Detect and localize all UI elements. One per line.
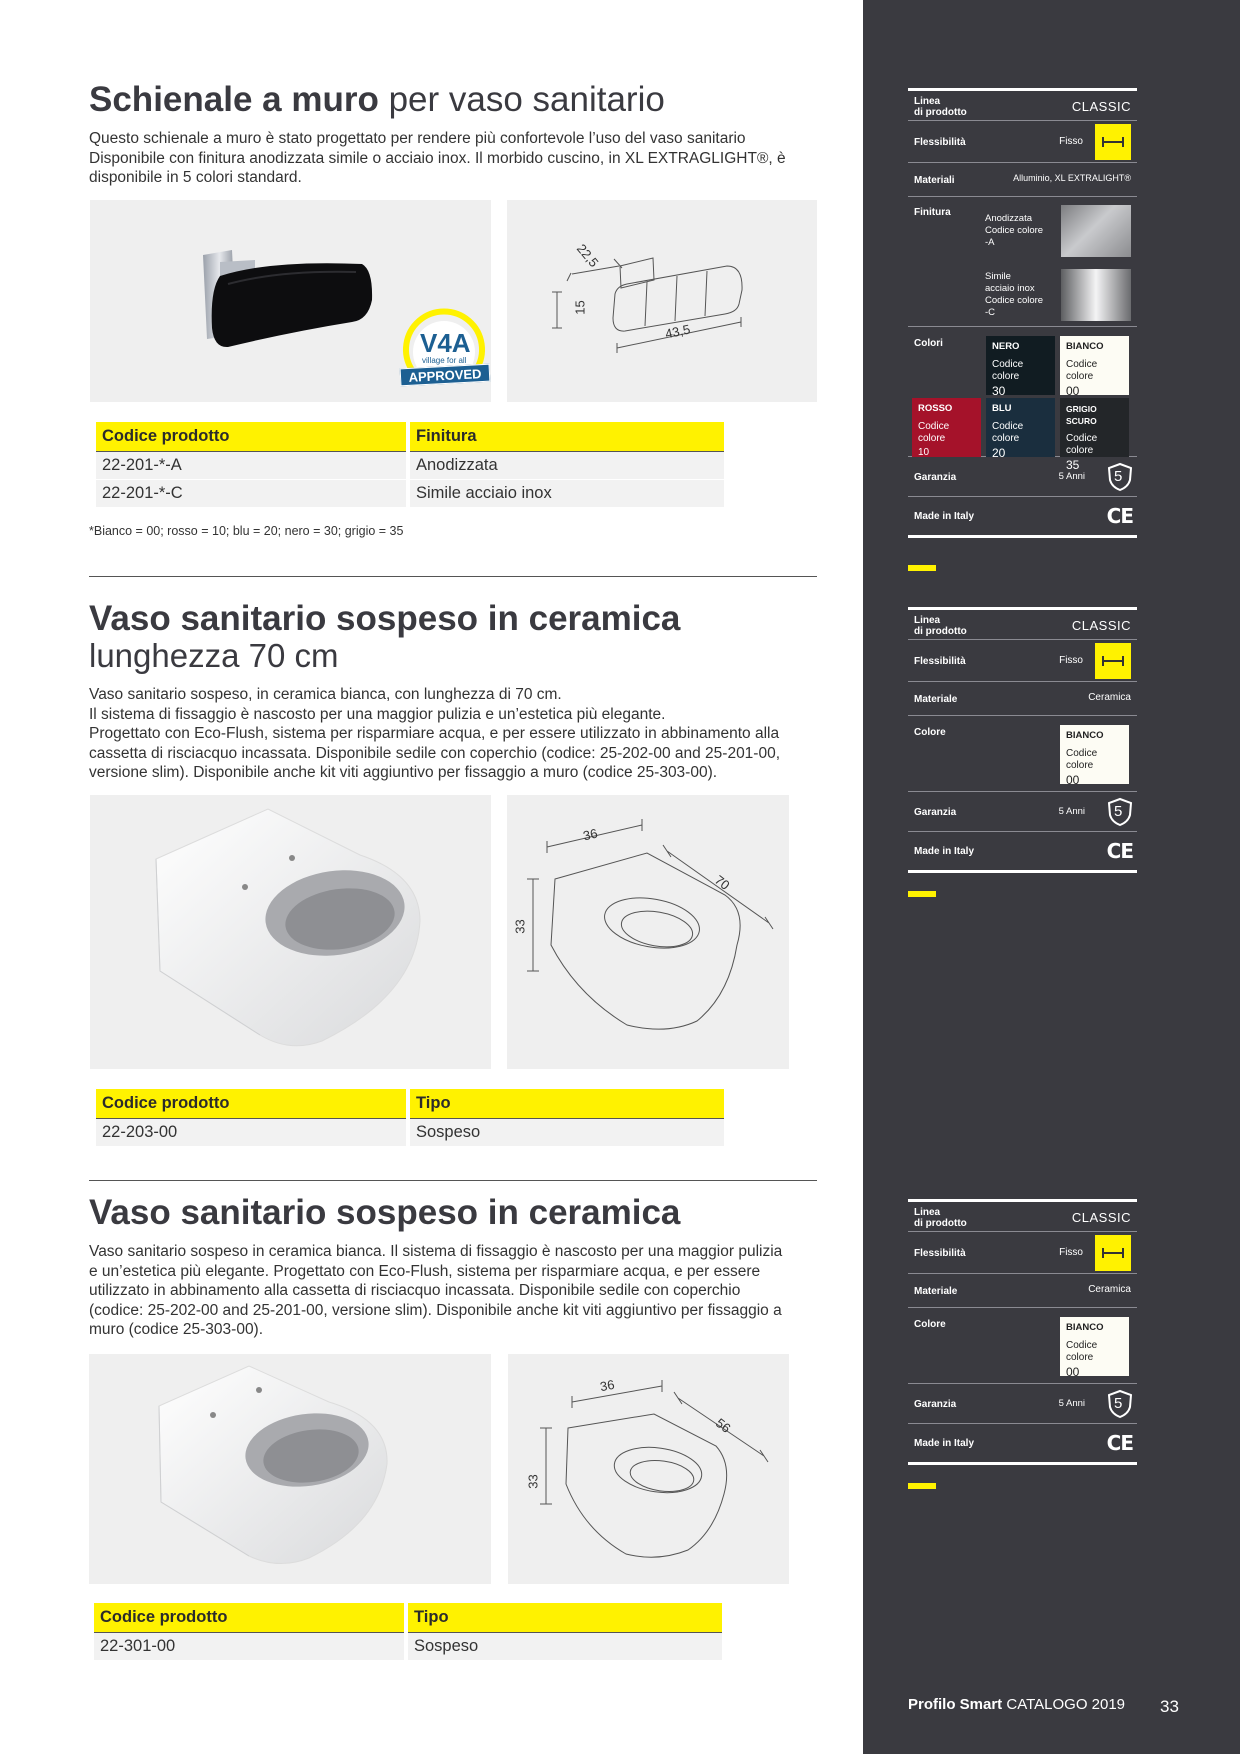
flex-label: Flessibilità xyxy=(914,137,966,148)
color-swatch-bianco: BIANCO Codice colore 00 xyxy=(1060,725,1129,784)
dim-height: 33 xyxy=(512,919,528,934)
flex-label: Flessibilità xyxy=(914,1248,966,1259)
section-divider xyxy=(89,576,817,577)
backrest-technical-drawing xyxy=(507,200,817,402)
table-row xyxy=(94,1633,722,1661)
spec-card-backrest xyxy=(908,88,1137,538)
cell-finish: Anodizzata xyxy=(410,452,724,480)
accent-mark xyxy=(908,1483,936,1489)
material-value: Alluminio, XL EXTRALIGHT® xyxy=(1013,173,1131,183)
material-label: Materiale xyxy=(914,694,958,705)
badge-tagline: village for all xyxy=(422,356,467,365)
col-header-code: Codice prodotto xyxy=(96,422,406,452)
backrest-drawing xyxy=(507,200,817,402)
backrest-photo xyxy=(90,200,491,402)
accent-mark xyxy=(908,565,936,571)
color-swatch-grigio-scuro: GRIGIO SCURO Codice colore 35 xyxy=(1060,398,1129,457)
ce-mark-icon: CE xyxy=(1106,839,1133,863)
color-label: Colore xyxy=(914,727,946,738)
footer-brand: Profilo Smart xyxy=(908,1696,1003,1713)
cell-code: 22-201-*-C xyxy=(96,480,406,508)
v4a-approved-badge xyxy=(398,308,488,398)
col-header-code: Codice prodotto xyxy=(96,1089,406,1119)
linea-value: CLASSIC xyxy=(1071,618,1131,633)
material-label: Materiale xyxy=(914,1286,958,1297)
color-swatch-blu: BLU Codice colore 20 xyxy=(986,398,1055,457)
colors-label: Colori xyxy=(914,338,943,349)
spec-card-toilet-56 xyxy=(908,1199,1137,1465)
color-label: Colore xyxy=(914,1319,946,1330)
fixed-icon xyxy=(1095,643,1131,679)
warranty-label: Garanzia xyxy=(914,1399,957,1410)
section3-product-table xyxy=(90,1603,726,1661)
warranty-shield-icon: 5 xyxy=(1107,462,1133,492)
flex-value: Fisso xyxy=(1059,1247,1083,1258)
cell-code: 22-203-00 xyxy=(96,1119,406,1147)
anodized-swatch xyxy=(1061,205,1131,257)
dim-height: 15 xyxy=(572,300,588,315)
color-swatch-nero: NERO Codice colore 30 xyxy=(986,336,1055,395)
flex-value: Fisso xyxy=(1059,655,1083,666)
linea-label: Linea di prodotto xyxy=(914,1207,967,1229)
toilet-56-technical-drawing xyxy=(508,1354,789,1584)
dim-width: 36 xyxy=(598,1376,616,1395)
table-row xyxy=(96,480,724,508)
made-in-italy-label: Made in Italy xyxy=(914,1438,975,1449)
dim-length: 56 xyxy=(712,1415,734,1436)
col-header-finish: Finitura xyxy=(410,422,724,452)
linea-value: CLASSIC xyxy=(1071,1210,1131,1225)
catalog-footer xyxy=(908,1696,1125,1713)
finish-label: Finitura xyxy=(914,207,951,218)
badge-brand: V4A xyxy=(420,328,471,358)
section3-description: Vaso sanitario sospeso in ceramica bianca. Il sistema di fissaggio è nascosto per una maggior pulizia e un’estetica più elegante. Progettato con Eco-Flush, sistema per risparmiare acqua, e per essere utilizzato in abbinamento alla cassetta di risciacquo incassata. Disponibile sedile con coperchio (codice: 25-202-00 and 25-201-00, versione slim). Disponibile anche kit viti aggiuntivo per fissaggio a muro (codice 25-303-00). xyxy=(89,1243,783,1339)
dim-depth: 22,5 xyxy=(573,240,602,271)
warranty-value: 5 Anni xyxy=(1058,806,1085,817)
section2-title: Vaso sanitario sospeso in ceramica lunghezza 70 cm xyxy=(89,599,681,674)
section1-description: Questo schienale a muro è stato progettato per rendere più confortevole l’uso del vaso sanitario Disponibile con finitura anodizzata simile o acciaio inox. Il morbido cuscino, in XL EXTRAGLIGHT®, è disponibile in 5 colori standard. xyxy=(89,130,786,187)
made-in-italy-label: Made in Italy xyxy=(914,846,975,857)
section3-title: Vaso sanitario sospeso in ceramica xyxy=(89,1193,681,1232)
spec-card-toilet-70 xyxy=(908,607,1137,873)
warranty-label: Garanzia xyxy=(914,807,957,818)
section1-title: Schienale a muro per vaso sanitario xyxy=(89,80,665,119)
color-code-note: *Bianco = 00; rosso = 10; blu = 20; nero = 30; grigio = 35 xyxy=(89,524,404,538)
material-value: Ceramica xyxy=(1088,692,1131,703)
toilet-70-drawing xyxy=(507,795,789,1069)
toilet-70-technical-drawing xyxy=(507,795,789,1069)
toilet-illustration xyxy=(89,1354,491,1584)
dim-width: 43,5 xyxy=(663,321,692,342)
inox-swatch xyxy=(1061,269,1131,321)
material-value: Ceramica xyxy=(1088,1284,1131,1295)
cell-code: 22-301-00 xyxy=(94,1633,404,1661)
linea-label: Linea di prodotto xyxy=(914,96,967,118)
color-swatch-bianco: BIANCO Codice colore 00 xyxy=(1060,336,1129,395)
linea-value: CLASSIC xyxy=(1071,99,1131,114)
table-row xyxy=(96,452,724,480)
footer-catalog: CATALOGO 2019 xyxy=(1006,1696,1126,1713)
toilet-56-photo xyxy=(89,1354,491,1584)
fixed-icon xyxy=(1095,1235,1131,1271)
col-header-code: Codice prodotto xyxy=(94,1603,404,1633)
section2-product-table xyxy=(92,1089,728,1147)
col-header-type: Tipo xyxy=(410,1089,724,1119)
toilet-70-photo xyxy=(90,795,491,1069)
warranty-value: 5 Anni xyxy=(1058,471,1085,482)
cell-type: Sospeso xyxy=(410,1119,724,1147)
section1-product-table xyxy=(92,422,728,508)
finish-inox-label: Simile acciaio inox Codice colore -C xyxy=(985,271,1044,318)
linea-label: Linea di prodotto xyxy=(914,615,967,637)
flex-label: Flessibilità xyxy=(914,656,966,667)
fixed-icon xyxy=(1095,124,1131,160)
dim-length: 70 xyxy=(711,872,733,893)
table-row xyxy=(96,1119,724,1147)
color-swatch-rosso: ROSSO Codice colore 10 xyxy=(912,398,981,457)
cell-type: Sospeso xyxy=(408,1633,722,1661)
badge-stamp: APPROVED xyxy=(400,364,491,387)
cell-finish: Simile acciaio inox xyxy=(410,480,724,508)
warranty-shield-icon: 5 xyxy=(1107,1389,1133,1419)
toilet-56-drawing xyxy=(508,1354,789,1584)
made-in-italy-label: Made in Italy xyxy=(914,511,975,522)
warranty-label: Garanzia xyxy=(914,472,957,483)
material-label: Materiali xyxy=(914,175,955,186)
section2-description: Vaso sanitario sospeso, in ceramica bianca, con lunghezza di 70 cm. Il sistema di fissaggio è nascosto per una maggior pulizia e un’estetica più elegante. Progettato con Eco-Flush, sistema per risparmiare acqua, e per essere utilizzato in abbinamento alla cassetta di risciacquo incassata. Disponibile sedile con coperchio (codice: 25-202-00 and 25-201-00, versione slim). Disponibile anche kit viti aggiuntivo per fissaggio a muro (codice 25-303-00). xyxy=(89,686,781,782)
color-swatch-bianco: BIANCO Codice colore 00 xyxy=(1060,1317,1129,1376)
toilet-illustration xyxy=(90,795,491,1069)
cell-code: 22-201-*-A xyxy=(96,452,406,480)
warranty-value: 5 Anni xyxy=(1058,1398,1085,1409)
warranty-shield-icon: 5 xyxy=(1107,797,1133,827)
section-divider xyxy=(89,1180,817,1181)
ce-mark-icon: CE xyxy=(1106,1431,1133,1455)
page-number: 33 xyxy=(1160,1697,1179,1716)
dim-width: 36 xyxy=(581,825,599,844)
col-header-type: Tipo xyxy=(408,1603,722,1633)
flex-value: Fisso xyxy=(1059,136,1083,147)
dim-height: 33 xyxy=(525,1474,541,1489)
ce-mark-icon: CE xyxy=(1106,504,1133,528)
accent-mark xyxy=(908,891,936,897)
finish-anodized-label: Anodizzata Codice colore -A xyxy=(985,213,1044,248)
